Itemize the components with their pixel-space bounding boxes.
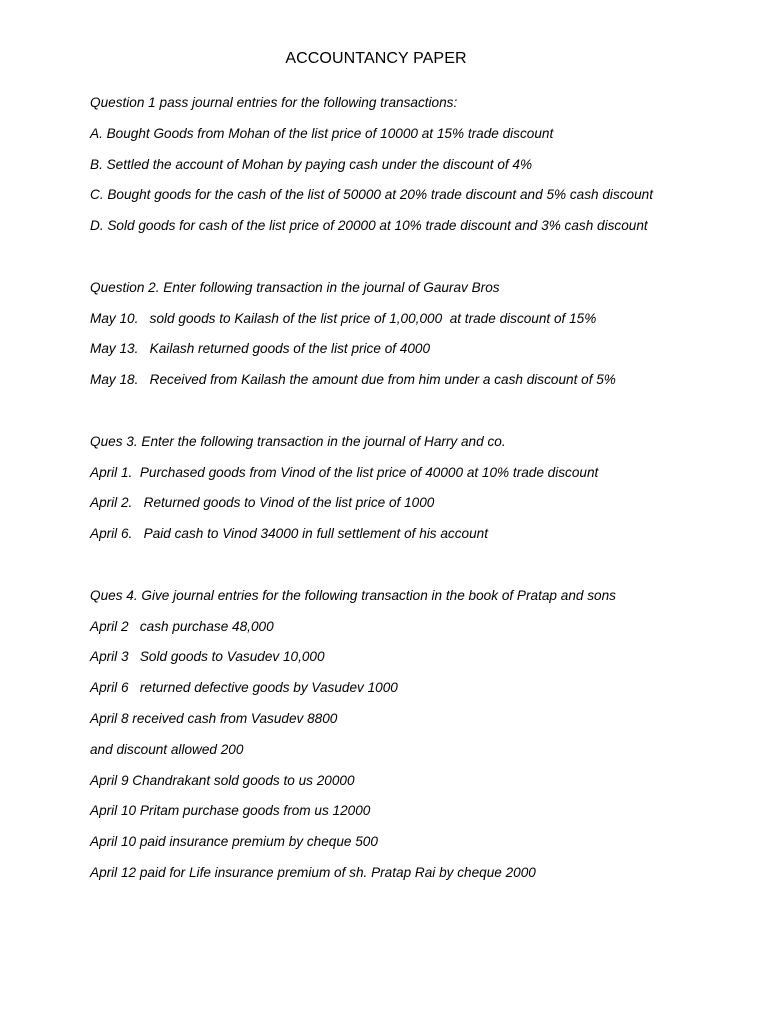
section-gap [90,400,760,431]
question-1-item-a: A. Bought Goods from Mohan of the list price of 10000 at 15% trade discount [90,125,554,141]
question-3-item-2: April 2. Returned goods to Vinod of the list price of 1000 [90,495,435,511]
question-3-heading: Ques 3. Enter the following transaction in the journal of Harry and co. [90,433,506,449]
question-3-item-1: April 1. Purchased goods from Vinod of the list price of 40000 at 10% trade discount [90,464,599,480]
question-1-heading: Question 1 pass journal entries for the following transactions: [90,95,458,110]
question-1 [90,92,760,246]
section-gap [90,554,760,585]
question-4-item-4: April 8 received cash from Vasudev 8800 [90,710,338,726]
question-3 [90,431,760,554]
section-gap [90,246,760,277]
question-2-item-3: May 18. Received from Kailash the amount due from him under a cash discount of 5% [90,372,616,388]
question-4-item-9: April 12 paid for Life insurance premium of sh. Pratap Rai by cheque 2000 [90,864,536,880]
document-body [90,92,760,893]
page-title: ACCOUNTANCY PAPER [285,50,467,67]
question-3-item-3: April 6. Paid cash to Vinod 34000 in full settlement of his account [90,526,488,542]
question-4-item-6: April 9 Chandrakant sold goods to us 20000 [90,772,355,788]
question-2-heading: Question 2. Enter following transaction in the journal of Gaurav Bros [90,279,500,295]
question-1-item-b: B. Settled the account of Mohan by paying cash under the discount of 4% [90,156,533,172]
question-2 [90,277,760,400]
question-1-item-c: C. Bought goods for the cash of the list of 50000 at 20% trade discount and 5% cash discount [90,187,653,203]
question-4-item-1: April 2 cash purchase 48,000 [90,618,274,634]
question-4-item-5: and discount allowed 200 [90,741,244,757]
question-1-item-d: D. Sold goods for cash of the list price of 20000 at 10% trade discount and 3% cash discount [90,218,648,234]
question-4-heading: Ques 4. Give journal entries for the following transaction in the book of Pratap and sons [90,587,616,603]
question-4 [90,585,760,893]
question-4-item-3: April 6 returned defective goods by Vasudev 1000 [90,680,398,696]
question-2-item-1: May 10. sold goods to Kailash of the list price of 1,00,000 at trade discount of 15% [90,310,597,326]
question-4-item-8: April 10 paid insurance premium by cheque 500 [90,834,378,850]
question-4-item-2: April 3 Sold goods to Vasudev 10,000 [90,649,325,665]
question-4-item-7: April 10 Pritam purchase goods from us 12000 [90,803,371,819]
question-2-item-2: May 13. Kailash returned goods of the list price of 4000 [90,341,431,357]
